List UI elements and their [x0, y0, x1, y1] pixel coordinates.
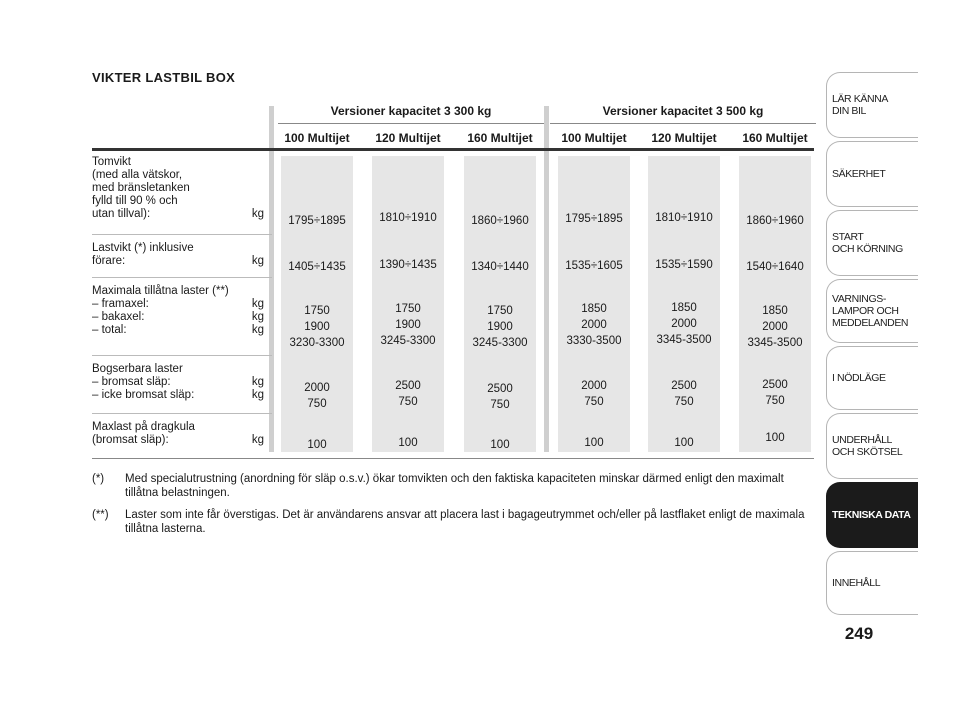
nav-tab-varningslampor[interactable]: VARNINGS- LAMPOR OCH MEDDELANDEN [826, 279, 918, 343]
cell-bogserbara: 2500 750 [487, 383, 513, 411]
cell-maximala: 1850 2000 3330-3500 [566, 303, 622, 347]
row-label-maxlast [92, 421, 264, 447]
cell-bogserbara: 2000 750 [304, 382, 330, 410]
unit-label: kg [251, 376, 264, 388]
separator-bar-middle [544, 106, 549, 452]
nav-tab-tekniska-data[interactable]: TEKNISKA DATA [826, 482, 918, 548]
row-label-maximala [92, 285, 264, 337]
label-line: – bakaxel: kg [92, 311, 264, 323]
label-line: Tomvikt [92, 156, 131, 168]
label-line: – icke bromsat släp: kg [92, 389, 264, 401]
cell-bogserbara: 2000 750 [581, 380, 607, 408]
cell-maximala: 1850 2000 3345-3500 [656, 302, 712, 346]
unit-label: kg [251, 298, 264, 310]
page-number: 249 [844, 624, 874, 643]
cell-tomvikt: 1795÷1895 [565, 213, 623, 225]
label-line: Bogserbara laster [92, 363, 183, 375]
nav-tab-start-och-korning[interactable]: START OCH KÖRNING [826, 210, 918, 276]
row-rule [92, 413, 272, 414]
group-rule-3300 [278, 123, 544, 124]
cell-lastvikt: 1540÷1640 [746, 261, 804, 273]
group-label-3300: Versioner kapacitet 3 300 kg [330, 104, 492, 118]
column-header: 160 Multijet [742, 131, 808, 145]
column-header: 120 Multijet [375, 131, 441, 145]
cell-bogserbara: 2500 750 [671, 380, 697, 408]
nav-tab-innehall[interactable]: INNEHÅLL [826, 551, 918, 615]
group-label-3500: Versioner kapacitet 3 500 kg [602, 104, 764, 118]
nav-tab-underhall[interactable]: UNDERHÅLL OCH SKÖTSEL [826, 413, 918, 479]
cell-lastvikt: 1535÷1605 [565, 260, 623, 272]
column-header: 120 Multijet [651, 131, 717, 145]
footnote-text: Laster som inte får överstigas. Det är användarens ansvar att placera last i bagageutrymmet och/eller på lastflaket enligt de maximala tillåtna lasterna. [125, 509, 805, 535]
footnote [92, 472, 812, 500]
cell-maximala: 1750 1900 3245-3300 [472, 305, 528, 349]
footnote-mark: (**) [92, 509, 109, 521]
label-line: Maxlast på dragkula [92, 421, 195, 433]
label-line: Maximala tillåtna laster (**) [92, 285, 229, 297]
unit-label: kg [251, 311, 264, 323]
row-rule [92, 277, 272, 278]
label-line: med bränsletanken [92, 182, 190, 194]
nav-tab-lar-kanna-din-bil[interactable]: LÄR KÄNNA DIN BIL [826, 72, 918, 138]
footnote [92, 508, 812, 536]
label-line: – framaxel: kg [92, 298, 264, 310]
cell-maximala: 1750 1900 3245-3300 [380, 303, 436, 347]
cell-maxlast: 100 [765, 432, 785, 444]
header-rule [92, 148, 814, 151]
cell-maximala: 1850 2000 3345-3500 [747, 305, 803, 349]
cell-tomvikt: 1860÷1960 [746, 215, 804, 227]
unit-label: kg [251, 255, 264, 267]
cell-bogserbara: 2500 750 [395, 380, 421, 408]
label-line: fylld till 90 % och [92, 195, 178, 207]
cell-tomvikt: 1810÷1910 [379, 212, 437, 224]
cell-maxlast: 100 [584, 437, 604, 449]
cell-maxlast: 100 [398, 437, 418, 449]
row-rule [92, 355, 272, 356]
footnote-text: Med specialutrustning (anordning för släp o.s.v.) ökar tomvikten och den faktiska kapaciteten minskar därmed enligt den maximalt tillåtna belastningen. [125, 473, 784, 499]
row-label-lastvikt [92, 242, 264, 268]
label-line: förare: kg [92, 255, 264, 267]
table-bottom-rule [92, 458, 814, 459]
cell-lastvikt: 1340÷1440 [471, 261, 529, 273]
label-line: Lastvikt (*) inklusive [92, 242, 194, 254]
nav-tab-i-nodlage[interactable]: I NÖDLÄGE [826, 346, 918, 410]
cell-bogserbara: 2500 750 [762, 379, 788, 407]
cell-maximala: 1750 1900 3230-3300 [289, 305, 345, 349]
label-line: utan tillval): kg [92, 208, 264, 220]
cell-lastvikt: 1405÷1435 [288, 261, 346, 273]
cell-tomvikt: 1810÷1910 [655, 212, 713, 224]
label-line: (bromsat släp): kg [92, 434, 264, 446]
column-header: 100 Multijet [561, 131, 627, 145]
cell-tomvikt: 1795÷1895 [288, 215, 346, 227]
unit-label: kg [251, 434, 264, 446]
unit-label: kg [251, 324, 264, 336]
group-rule-3500 [550, 123, 816, 124]
cell-tomvikt: 1860÷1960 [471, 215, 529, 227]
column-header: 100 Multijet [284, 131, 350, 145]
row-label-bogserbara [92, 363, 264, 402]
row-rule [92, 234, 272, 235]
row-label-tomvikt [92, 156, 264, 221]
page-title: VIKTER LASTBIL BOX [92, 70, 236, 85]
unit-label: kg [251, 208, 264, 220]
footnote-mark: (*) [92, 473, 105, 485]
label-line: (med alla vätskor, [92, 169, 183, 181]
column-header: 160 Multijet [467, 131, 533, 145]
nav-tab-sakerhet[interactable]: SÄKERHET [826, 141, 918, 207]
cell-maxlast: 100 [307, 439, 327, 451]
cell-maxlast: 100 [674, 437, 694, 449]
cell-maxlast: 100 [490, 439, 510, 451]
label-line: – bromsat släp: kg [92, 376, 264, 388]
unit-label: kg [251, 389, 264, 401]
cell-lastvikt: 1390÷1435 [379, 259, 437, 271]
cell-lastvikt: 1535÷1590 [655, 259, 713, 271]
label-line: – total: kg [92, 324, 264, 336]
